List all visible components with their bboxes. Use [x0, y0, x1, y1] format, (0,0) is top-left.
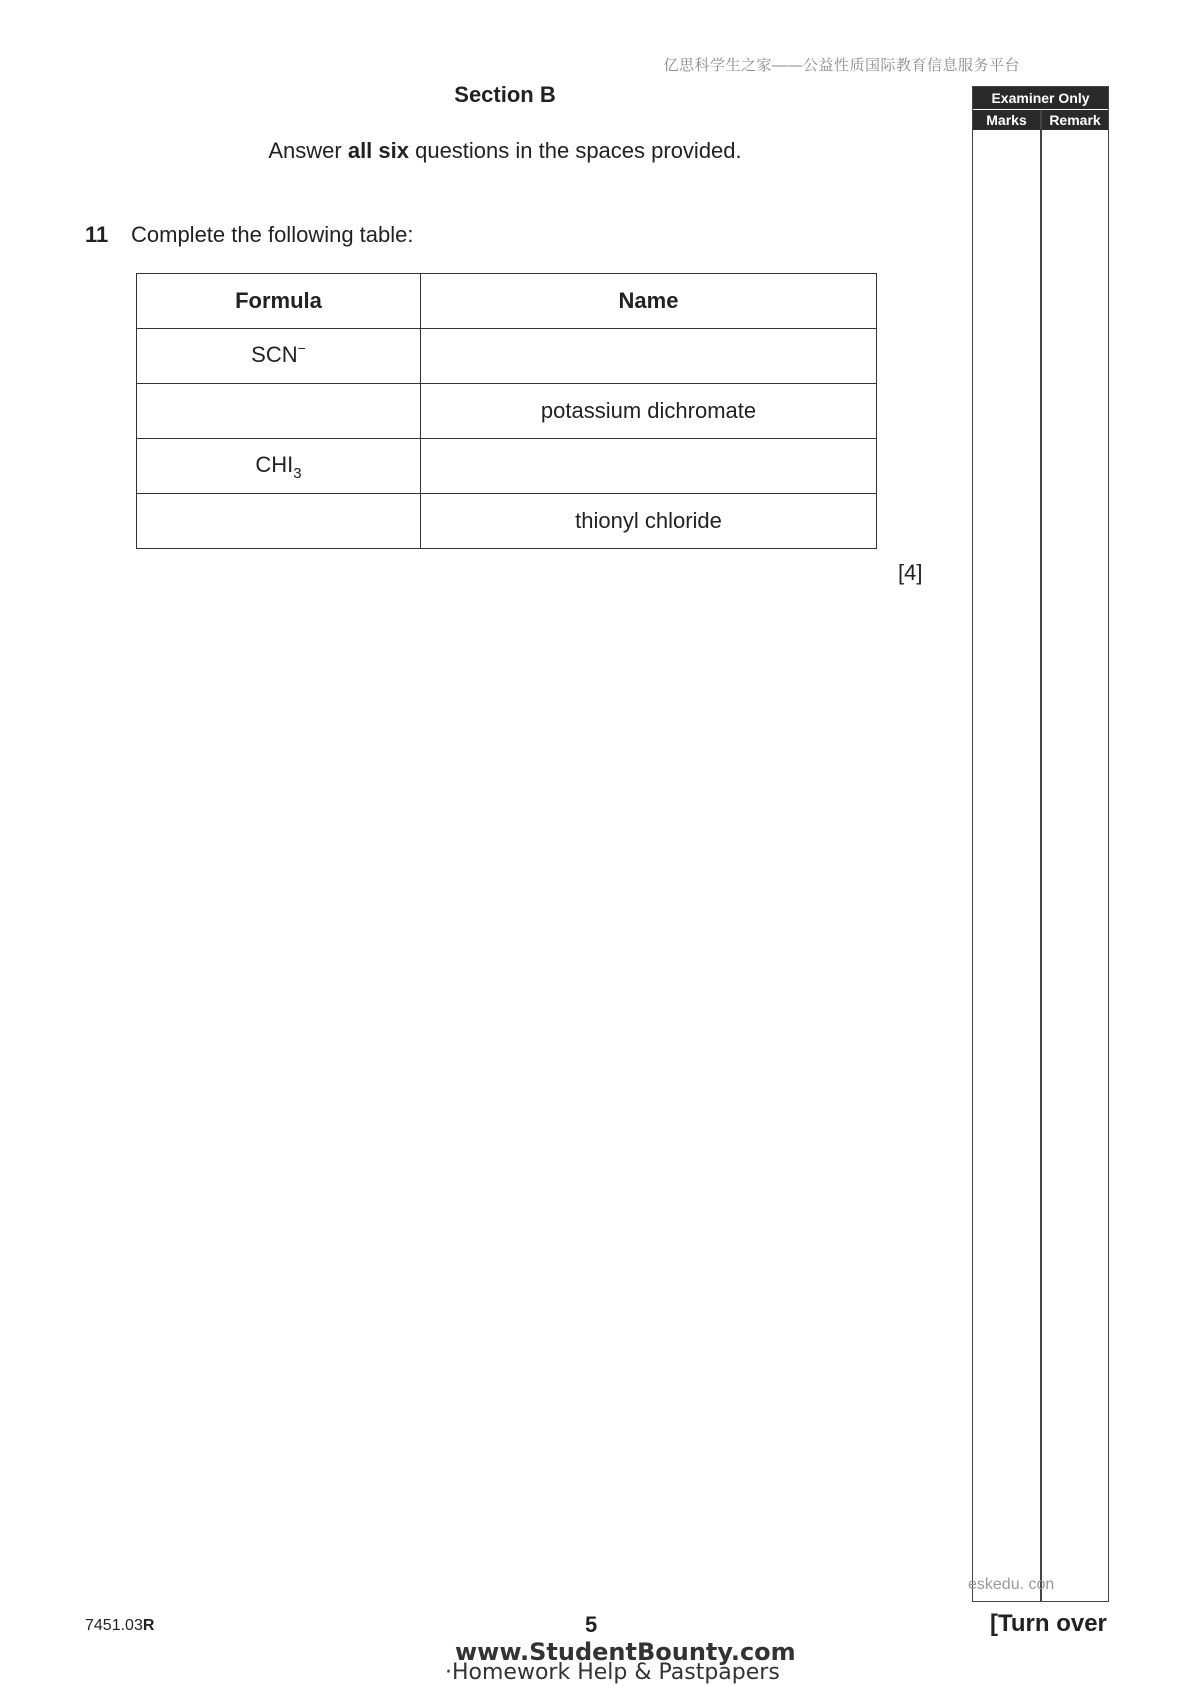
studentbounty-tagline: ·Homework Help & Pastpapers: [445, 1660, 780, 1685]
question-number: 11: [85, 222, 109, 247]
examiner-only-column: [972, 86, 1109, 1602]
formula-cell: [137, 329, 421, 384]
instruction-bold: all six: [347, 138, 409, 163]
table-row: [137, 439, 877, 494]
formula-main: CHI: [255, 452, 294, 477]
name-cell[interactable]: [421, 439, 877, 494]
formula-sub: 3: [293, 465, 302, 482]
name-cell[interactable]: [421, 329, 877, 384]
section-title: Section B: [454, 82, 556, 107]
answer-table: [136, 273, 877, 549]
formula-cell[interactable]: [137, 494, 421, 549]
table-row: [137, 494, 877, 549]
paper-code-suffix: R: [142, 1617, 155, 1634]
header-formula: Formula: [137, 274, 421, 329]
header-name: Name: [421, 274, 877, 329]
instruction-pre: Answer: [268, 138, 348, 163]
instruction-post: questions in the spaces provided.: [408, 138, 742, 163]
table-row: [137, 384, 877, 439]
examiner-remark-header: Remark: [1042, 110, 1108, 130]
marks-label: [4]: [898, 560, 923, 585]
examiner-only-title: Examiner Only: [973, 87, 1108, 109]
instruction-text: [180, 138, 830, 164]
paper-code-main: 7451.03: [85, 1617, 143, 1634]
page-number: 5: [585, 1612, 598, 1637]
formula-cell[interactable]: [137, 384, 421, 439]
formula-sup: −: [297, 340, 306, 356]
question-text: Complete the following table:: [131, 222, 414, 247]
footer-watermark: eskedu. con: [968, 1576, 1055, 1593]
studentbounty-url[interactable]: www.StudentBounty.com: [455, 1638, 796, 1666]
paper-code: [85, 1617, 154, 1635]
formula-cell: [137, 439, 421, 494]
formula-main: SCN: [251, 342, 298, 367]
header-watermark: 亿思科学生之家——公益性质国际教育信息服务平台: [663, 57, 1020, 74]
examiner-marks-header: Marks: [973, 110, 1040, 130]
examiner-column-divider: [1040, 110, 1042, 1601]
name-cell: potassium dichromate: [421, 384, 877, 439]
turn-over-label: [Turn over: [990, 1610, 1107, 1637]
table-header-row: [137, 274, 877, 329]
name-cell: thionyl chloride: [421, 494, 877, 549]
table-row: [137, 329, 877, 384]
